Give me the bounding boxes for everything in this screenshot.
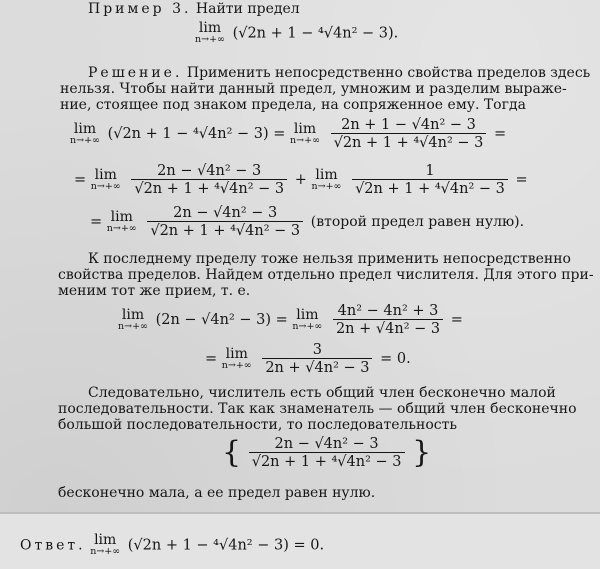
- fraction-denominator: √2n + 1 + ⁴√4n² − 3: [131, 179, 287, 197]
- lim-text: lim: [315, 166, 338, 183]
- lim-subscript: n→+∞: [118, 320, 148, 332]
- para4-line-1: бесконечно мала, а ее предел равен нулю.: [58, 485, 376, 501]
- para2-line-3: меним тот же прием, т. е.: [58, 283, 251, 299]
- para3-line-1: Следовательно, числитель есть общий член бесконечно малой: [88, 385, 556, 401]
- equals-sign: =: [494, 126, 507, 142]
- para3-line-3: большой последовательности, то последовательность: [58, 417, 457, 433]
- main-limit-expression: [195, 22, 398, 45]
- equation-6: [222, 436, 431, 470]
- equals-sign: =: [205, 351, 218, 367]
- fraction: [131, 163, 287, 197]
- limit-operator: [221, 345, 252, 371]
- lim-text: lim: [110, 208, 133, 225]
- limit-operator: [195, 22, 225, 45]
- close-brace: }: [412, 435, 432, 470]
- fraction-denominator: √2n + 1 + ⁴√4n² − 3: [352, 179, 508, 197]
- lim-text: lim: [121, 306, 145, 323]
- example-task: Найти предел: [195, 1, 300, 17]
- fraction-numerator: 2n − √4n² − 3: [274, 436, 379, 452]
- solution-label: Решение.: [88, 65, 183, 81]
- solution-line-3: ние, стоящее под знаком предела, на сопряженное ему. Тогда: [60, 97, 526, 113]
- limit-operator: [70, 120, 100, 146]
- lim-subscript: n→+∞: [195, 34, 225, 45]
- lim-text: lim: [225, 345, 248, 362]
- lim-text: lim: [73, 120, 97, 137]
- fraction-denominator: √2n + 1 + ⁴√4n² − 3: [147, 221, 303, 239]
- fraction: [352, 163, 508, 197]
- limit-operator: [90, 166, 121, 192]
- fraction: [262, 342, 372, 376]
- fraction-denominator: √2n + 1 + ⁴√4n² − 3: [249, 452, 405, 470]
- equals-sign: =: [450, 312, 463, 328]
- lim-subscript: n→+∞: [292, 320, 323, 332]
- equation-4: [118, 303, 463, 337]
- equals-sign: =: [90, 214, 103, 230]
- limit-operator: [311, 166, 342, 192]
- fraction: [331, 117, 487, 151]
- equation-1-lhs: (√2n + 1 − ⁴√4n² − 3) =: [107, 126, 286, 142]
- lim-subscript: n→+∞: [311, 180, 342, 192]
- lim-subscript: n→+∞: [290, 134, 320, 146]
- fraction: [249, 436, 405, 470]
- limit-operator: [106, 208, 137, 234]
- fraction-numerator: 1: [425, 163, 435, 179]
- para3-line-2: последовательности. Так как знаменатель — общий член бесконечно: [58, 401, 577, 417]
- equation-2: [74, 163, 528, 197]
- example-label: Пример 3.: [88, 1, 192, 17]
- lim-subscript: n→+∞: [221, 359, 252, 371]
- fraction: [147, 205, 303, 239]
- limit-operator: [118, 306, 148, 332]
- fraction-numerator: 2n − √4n² − 3: [157, 163, 262, 179]
- lim-text: lim: [296, 306, 319, 323]
- equation-3-note: (второй предел равен нулю).: [310, 214, 525, 230]
- para2-line-1: К последнему пределу тоже нельзя применить непосредственно: [88, 251, 571, 267]
- lim-text: lim: [293, 120, 317, 137]
- example-heading: [88, 2, 300, 17]
- equation-3: [90, 205, 524, 239]
- equation-5: [205, 342, 411, 376]
- para2-line-2: свойства пределов. Найдем отдельно предел числителя. Для этого при-: [58, 267, 594, 283]
- fraction-denominator: 2n + √4n² − 3: [333, 319, 443, 337]
- lim-subscript: n→+∞: [90, 546, 121, 557]
- answer-body: (√2n + 1 − ⁴√4n² − 3) = 0.: [127, 537, 325, 554]
- limit-operator: [290, 120, 320, 146]
- fraction: [333, 303, 443, 337]
- answer-label: Ответ.: [20, 537, 86, 554]
- equals-sign: =: [515, 172, 528, 188]
- equation-4-lhs: (2n − √4n² − 3) =: [155, 312, 288, 328]
- fraction-denominator: 2n + √4n² − 3: [262, 358, 372, 376]
- lim-text: lim: [94, 532, 117, 548]
- lim-subscript: n→+∞: [70, 134, 100, 146]
- equals-sign: = 0.: [380, 351, 411, 367]
- fraction-numerator: 2n − √4n² − 3: [173, 205, 278, 221]
- fraction-numerator: 3: [312, 342, 323, 358]
- solution-line-2: нельзя. Чтобы найти данный предел, умножим и разделим выраже-: [60, 81, 567, 97]
- limit-operator: [292, 306, 323, 332]
- solution-line-1: [88, 66, 590, 81]
- lim-subscript: n→+∞: [90, 180, 121, 192]
- lim-subscript: n→+∞: [106, 222, 137, 234]
- lim-text: lim: [198, 20, 222, 36]
- limit-body: (√2n + 1 − ⁴√4n² − 3).: [232, 25, 399, 42]
- equals-sign: =: [74, 172, 87, 188]
- fraction-denominator: √2n + 1 + ⁴√4n² − 3: [331, 133, 487, 151]
- solution-text-1: Применить непосредственно свойства пределов здесь: [186, 65, 591, 81]
- answer-line: [20, 534, 324, 557]
- lim-text: lim: [94, 166, 117, 183]
- plus-sign: +: [294, 172, 307, 188]
- limit-operator: [90, 534, 120, 557]
- fraction-numerator: 4n² − 4n² + 3: [337, 303, 439, 319]
- equation-1: [70, 117, 506, 151]
- fraction-numerator: 2n + 1 − √4n² − 3: [341, 117, 476, 133]
- open-brace: {: [222, 435, 242, 470]
